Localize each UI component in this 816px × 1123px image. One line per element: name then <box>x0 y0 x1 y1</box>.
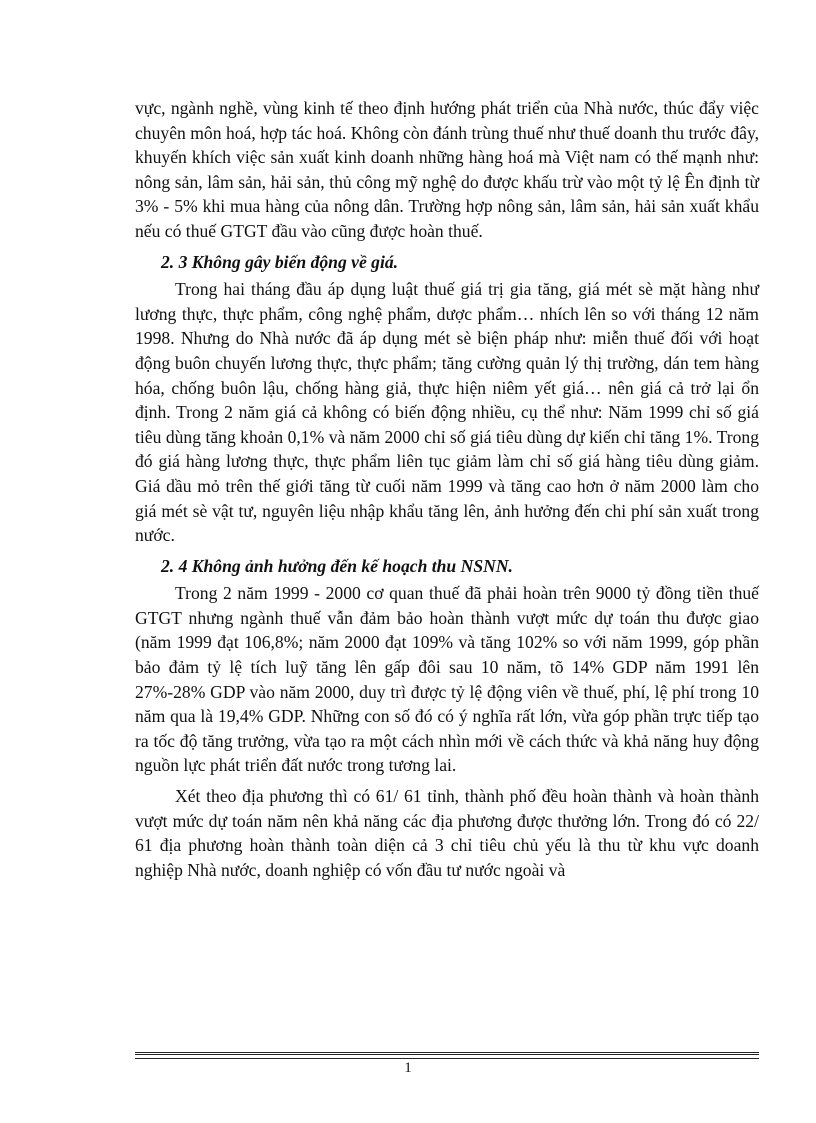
section-heading-2-4: 2. 4 Không ảnh hưởng đến kế hoạch thu NSNN. <box>161 555 513 576</box>
paragraph-continuation: vực, ngành nghề, vùng kinh tế theo định hướng phát triển của Nhà nước, thúc đẩy việc chuyên môn hoá, hợp tác hoá. Không còn đánh trùng thuế như thuế doanh thu trước đây, khuyến khích việc sản xuất kinh doanh những hàng hoá mà Việt nam có thế mạnh như: nông sản, lâm sản, hải sản, thủ công mỹ nghệ do được khấu trừ vào một tỷ lệ Ên định từ 3% - 5% khi mua hàng của nông dân. Trường hợp nông sản, lâm sản, hải sản xuất khẩu nếu có thuế GTGT đầu vào cũng được hoàn thuế. <box>135 98 759 241</box>
paragraph-price-stability: Trong hai tháng đầu áp dụng luật thuế giá trị gia tăng, giá mét sè mặt hàng như lương thực, thực phẩm, công nghệ phẩm, dược phẩm… nhích lên so với tháng 12 năm 1998. Nhưng do Nhà nước đã áp dụng mét sè biện pháp như: miễn thuế đối với hoạt động buôn chuyến lương thực, thực phẩm; tăng cường quản lý thị trường, dán tem hàng hóa, chống buôn lậu, chống hàng giả, thực hiện niêm yết giá… nên giá cả trở lại ổn định. Trong 2 năm giá cả không có biến động nhiều, cụ thể như: Năm 1999 chỉ số giá tiêu dùng tăng khoản 0,1% và năm 2000 chỉ số giá tiêu dùng dự kiến chỉ tăng 1%. Trong đó giá hàng lương thực, thực phẩm liên tục giảm làm chỉ số giá hàng tiêu dùng giảm. Giá dầu mỏ trên thế giới tăng từ cuối năm 1999 và tăng cao hơn ở năm 2000 làm cho giá mét sè vật tư, nguyên liệu nhập khẩu tăng lên, ảnh hưởng đến chi phí sản xuất trong nước. <box>135 279 759 546</box>
paragraph-local-results: Xét theo địa phương thì có 61/ 61 tỉnh, thành phố đều hoàn thành và hoàn thành vượt mức dự toán năm nên khả năng các địa phương được thưởng lớn. Trong đó có 22/ 61 địa phương hoàn thành toàn diện cả 3 chỉ tiêu chủ yếu là thu từ khu vực doanh nghiệp Nhà nước, doanh nghiệp có vốn đầu tư nước ngoài và <box>135 786 759 880</box>
document-body <box>135 96 759 882</box>
paragraph-budget-revenue: Trong 2 năm 1999 - 2000 cơ quan thuế đã phải hoàn trên 9000 tỷ đồng tiền thuế GTGT nhưng ngành thuế vẫn đảm bảo hoàn thành vượt mức dự toán thu được giao (năm 1999 đạt 106,8%; năm 2000 đạt 109% và tăng 102% so với năm 1999, góp phần bảo đảm tỷ lệ tích luỹ tăng lên gấp đôi sau 10 năm, tõ 14% GDP năm 1991 lên 27%-28% GDP vào năm 2000, duy trì được tỷ lệ động viên về thuế, phí, lệ phí trong 10 năm qua là 19,4% GDP. Những con số đó có ý nghĩa rất lớn, vừa góp phần trực tiếp tạo ra tốc độ tăng trưởng, vừa tạo ra một cách nhìn mới về cách thức và khả năng huy động nguồn lực phát triển đất nước trong tương lai. <box>135 583 759 776</box>
section-heading-2-3: 2. 3 Không gây biến động về giá. <box>161 251 399 272</box>
footer-divider-thin <box>135 1058 759 1059</box>
footer-divider <box>135 1052 759 1055</box>
page-number: 1 <box>404 1060 412 1076</box>
